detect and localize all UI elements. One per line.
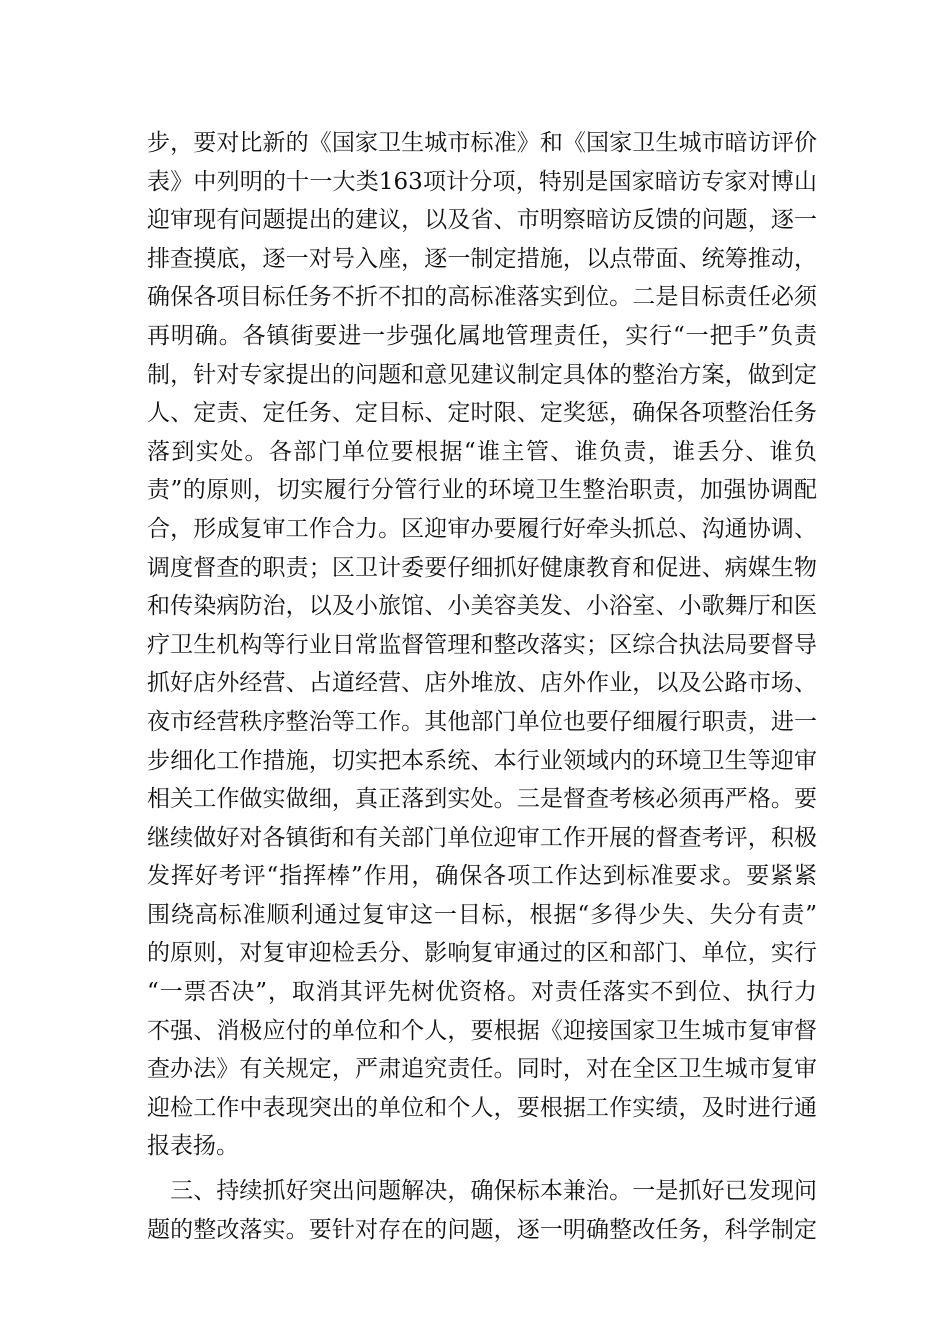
text-line: 三、持续抓好突出问题解决，确保标本兼治。一是抓好已发现问 xyxy=(147,1178,817,1205)
paragraph-2 xyxy=(147,1172,817,1249)
text-line: 迎审现有问题提出的建议，以及省、市明察暗访反馈的问题，逐一 xyxy=(147,207,817,234)
text-line: 的原则，对复审迎检丢分、影响复审通过的区和部门、单位，实行 xyxy=(147,940,817,967)
text-line: 迎检工作中表现突出的单位和个人，要根据工作实绩，及时进行通 xyxy=(147,1094,817,1121)
paragraph-1 xyxy=(147,124,817,1166)
text-line: 围绕高标准顺利通过复审这一目标，根据“多得少失、失分有责” xyxy=(147,901,817,928)
text-line: 确保各项目标任务不折不扣的高标准落实到位。二是目标责任必须 xyxy=(147,284,817,311)
text-line: 夜市经营秩序整治等工作。其他部门单位也要仔细履行职责，进一 xyxy=(147,708,817,735)
text-line: 步细化工作措施，切实把本系统、本行业领域内的环境卫生等迎审 xyxy=(147,747,817,774)
text-line: 步，要对比新的《国家卫生城市标准》和《国家卫生城市暗访评价 xyxy=(147,130,817,156)
text-line: 相关工作做实做细，真正落到实处。三是督查考核必须再严格。要 xyxy=(147,786,817,813)
text-line: 抓好店外经营、占道经营、店外堆放、店外作业，以及公路市场、 xyxy=(147,670,817,697)
text-line: “一票否决”，取消其评先树优资格。对责任落实不到位、执行力 xyxy=(147,979,817,1006)
text-line: 发挥好考评“指挥棒”作用，确保各项工作达到标准要求。要紧紧 xyxy=(147,863,817,890)
text-line: 报表扬。 xyxy=(147,1133,239,1160)
text-line: 继续做好对各镇街和有关部门单位迎审工作开展的督查考评，积极 xyxy=(147,824,817,851)
text-line: 责”的原则，切实履行分管行业的环境卫生整治职责，加强协调配 xyxy=(147,477,817,504)
text-line: 调度督查的职责；区卫计委要仔细抓好健康教育和促进、病媒生物 xyxy=(147,554,817,581)
text-line: 和传染病防治，以及小旅馆、小美容美发、小浴室、小歌舞厅和医 xyxy=(147,593,817,620)
text-line: 再明确。各镇街要进一步强化属地管理责任，实行“一把手”负责 xyxy=(147,322,817,349)
text-line: 排查摸底，逐一对号入座，逐一制定措施，以点带面、统筹推动， xyxy=(147,245,817,272)
text-line: 不强、消极应付的单位和个人，要根据《迎接国家卫生城市复审督 xyxy=(147,1017,817,1044)
text-line: 落到实处。各部门单位要根据“谁主管、谁负责，谁丢分、谁负 xyxy=(147,438,817,465)
text-line: 人、定责、定任务、定目标、定时限、定奖惩，确保各项整治任务 xyxy=(147,400,817,427)
text-line: 制，针对专家提出的问题和意见建议制定具体的整治方案，做到定 xyxy=(147,361,817,388)
text-line: 合，形成复审工作合力。区迎审办要履行好牵头抓总、沟通协调、 xyxy=(147,515,817,542)
text-line: 题的整改落实。要针对存在的问题，逐一明确整改任务，科学制定 xyxy=(147,1216,817,1243)
document-body xyxy=(147,124,817,1249)
text-line: 查办法》有关规定，严肃追究责任。同时，对在全区卫生城市复审 xyxy=(147,1056,817,1083)
text-line: 疗卫生机构等行业日常监督管理和整改落实；区综合执法局要督导 xyxy=(147,631,817,658)
text-line: 表》中列明的十一大类163项计分项，特别是国家暗访专家对博山 xyxy=(147,168,817,195)
